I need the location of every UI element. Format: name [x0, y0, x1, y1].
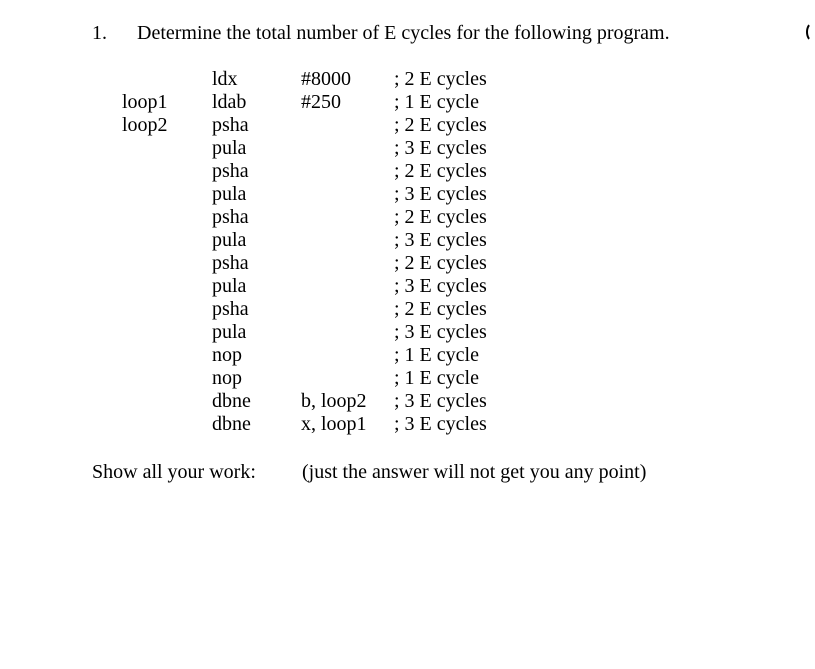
- program-line: [0, 183, 815, 206]
- work-note: (just the answer will not get you any point): [302, 461, 647, 483]
- program-line: [0, 344, 815, 367]
- question-number: 1.: [92, 22, 107, 44]
- program-line: [0, 321, 815, 344]
- line-opcode: pula: [212, 229, 247, 251]
- line-comment: ; 3 E cycles: [394, 390, 487, 412]
- line-opcode: psha: [212, 298, 249, 320]
- line-opcode: nop: [212, 344, 242, 366]
- program-line: [0, 68, 815, 91]
- line-comment: ; 3 E cycles: [394, 229, 487, 251]
- line-opcode: psha: [212, 114, 249, 136]
- line-comment: ; 3 E cycles: [394, 321, 487, 343]
- line-label: loop1: [122, 91, 168, 113]
- line-operand: b, loop2: [301, 390, 367, 412]
- line-opcode: psha: [212, 160, 249, 182]
- edge-fragment-mark: [806, 22, 815, 42]
- show-work-label: Show all your work:: [92, 461, 256, 483]
- line-opcode: pula: [212, 275, 247, 297]
- line-comment: ; 2 E cycles: [394, 252, 487, 274]
- line-opcode: ldx: [212, 68, 238, 90]
- line-opcode: psha: [212, 252, 249, 274]
- line-comment: ; 2 E cycles: [394, 206, 487, 228]
- line-comment: ; 3 E cycles: [394, 137, 487, 159]
- program-line: [0, 229, 815, 252]
- line-opcode: pula: [212, 183, 247, 205]
- line-comment: ; 3 E cycles: [394, 413, 487, 435]
- line-opcode: nop: [212, 367, 242, 389]
- line-opcode: dbne: [212, 413, 251, 435]
- line-comment: ; 3 E cycles: [394, 275, 487, 297]
- line-opcode: ldab: [212, 91, 247, 113]
- program-line: [0, 160, 815, 183]
- program-line: [0, 137, 815, 160]
- assembly-program: [0, 68, 815, 436]
- program-line: [0, 367, 815, 390]
- line-opcode: pula: [212, 137, 247, 159]
- line-operand: #250: [301, 91, 341, 113]
- line-opcode: psha: [212, 206, 249, 228]
- program-line: [0, 252, 815, 275]
- program-line: [0, 114, 815, 137]
- line-comment: ; 1 E cycle: [394, 91, 479, 113]
- line-comment: ; 2 E cycles: [394, 68, 487, 90]
- program-line: [0, 298, 815, 321]
- line-comment: ; 1 E cycle: [394, 344, 479, 366]
- line-comment: ; 2 E cycles: [394, 160, 487, 182]
- program-line: [0, 206, 815, 229]
- line-comment: ; 1 E cycle: [394, 367, 479, 389]
- line-opcode: pula: [212, 321, 247, 343]
- question-prompt: Determine the total number of E cycles for the following program.: [137, 22, 670, 44]
- line-comment: ; 2 E cycles: [394, 298, 487, 320]
- program-line: [0, 390, 815, 413]
- line-operand: #8000: [301, 68, 351, 90]
- line-opcode: dbne: [212, 390, 251, 412]
- program-line: [0, 413, 815, 436]
- program-line: [0, 91, 815, 114]
- line-comment: ; 2 E cycles: [394, 114, 487, 136]
- program-line: [0, 275, 815, 298]
- line-label: loop2: [122, 114, 168, 136]
- line-comment: ; 3 E cycles: [394, 183, 487, 205]
- line-operand: x, loop1: [301, 413, 367, 435]
